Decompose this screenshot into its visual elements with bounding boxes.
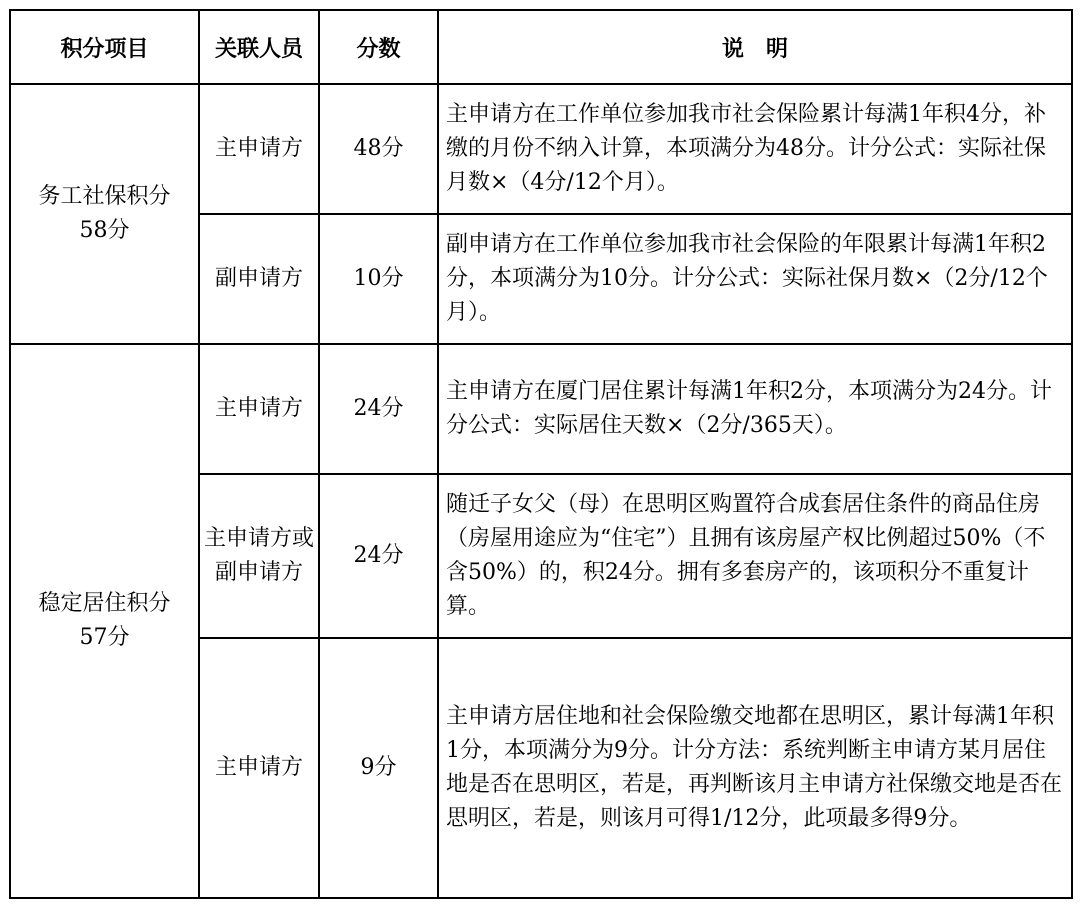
- person-cell: 副申请方: [199, 214, 319, 344]
- category-name: 稳定居住积分: [38, 591, 171, 616]
- person-cell: [199, 474, 319, 638]
- table-row: [10, 344, 1072, 474]
- category-cell: [10, 344, 199, 898]
- person-cell: 主申请方: [199, 344, 319, 474]
- description-text: 主申请方在工作单位参加我市社会保险累计每满1年积4分，补缴的月份不纳入计算，本项满分为48分。计分公式：实际社保月数×（4分/12个月）。: [446, 102, 1046, 195]
- header-person: 关联人员: [199, 10, 319, 84]
- score-cell: 10分: [319, 214, 438, 344]
- score-cell: 9分: [319, 638, 438, 898]
- category-score: 57分: [79, 625, 130, 650]
- description-cell: [438, 214, 1072, 344]
- category-cell: [10, 84, 199, 344]
- description-cell: [438, 474, 1072, 638]
- person-cell: 主申请方: [199, 638, 319, 898]
- header-row: [10, 10, 1072, 84]
- table-row: [10, 84, 1072, 214]
- points-table: [9, 9, 1073, 899]
- category-score: 58分: [79, 218, 130, 243]
- description-cell: [438, 84, 1072, 214]
- description-text: 主申请方居住地和社会保险缴交地都在思明区，累计每满1年积1分，本项满分为9分。计分方法：系统判断主申请方某月居住地是否在思明区，若是，再判断该月主申请方社保缴交地是否在思明区，若是，则该月可得1/12分，此项最多得9分。: [446, 704, 1063, 831]
- header-item: 积分项目: [10, 10, 199, 84]
- description-cell: [438, 638, 1072, 898]
- person-cell: 主申请方: [199, 84, 319, 214]
- person-text: 主申请方或副申请方: [204, 526, 315, 585]
- description-cell: [438, 344, 1072, 474]
- description-text: 副申请方在工作单位参加我市社会保险的年限累计每满1年积2分，本项满分为10分。计分公式：实际社保月数×（2分/12个月）。: [446, 232, 1048, 325]
- header-description: 说 明: [438, 10, 1072, 84]
- score-cell: 48分: [319, 84, 438, 214]
- category-name: 务工社保积分: [38, 184, 171, 209]
- header-score: 分数: [319, 10, 438, 84]
- score-cell: 24分: [319, 474, 438, 638]
- description-text: 主申请方在厦门居住累计每满1年积2分，本项满分为24分。计分公式：实际居住天数×（2分/365天）。: [446, 379, 1052, 438]
- score-cell: 24分: [319, 344, 438, 474]
- description-text: 随迁子女父（母）在思明区购置符合成套居住条件的商品住房（房屋用途应为“住宅”）且拥有该房屋产权比例超过50%（不含50%）的，积24分。拥有多套房产的，该项积分不重复计算。: [446, 492, 1046, 619]
